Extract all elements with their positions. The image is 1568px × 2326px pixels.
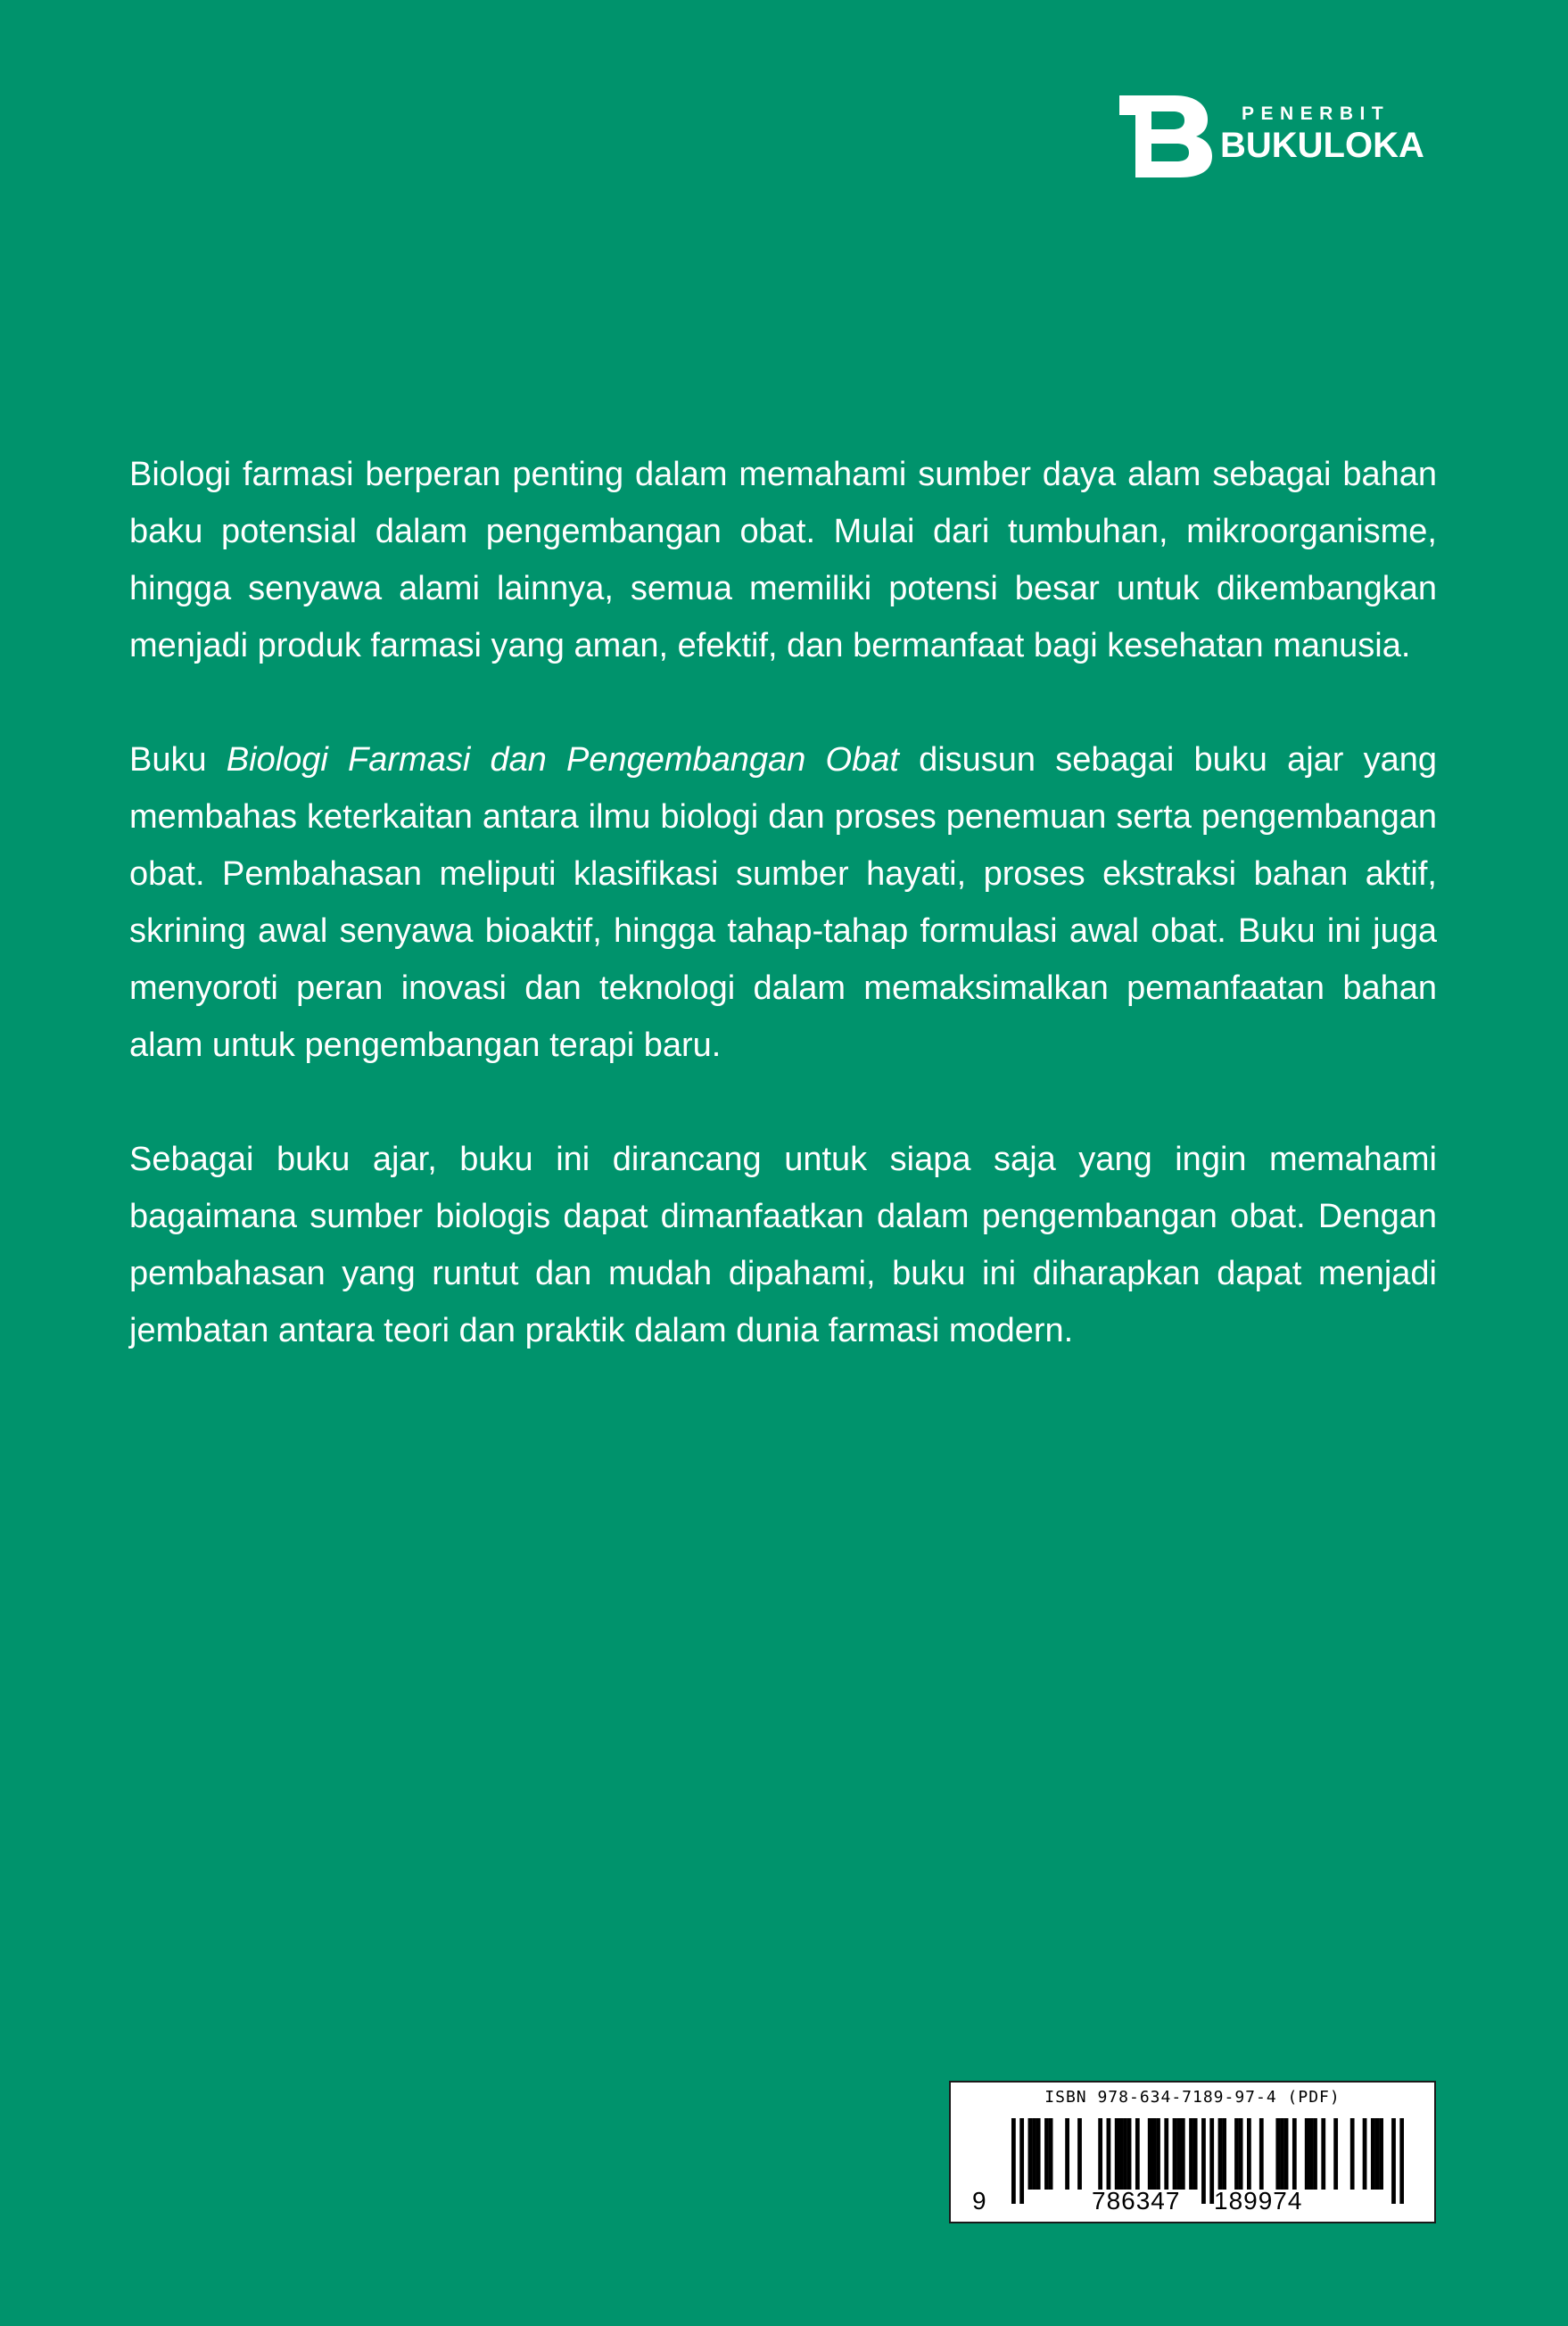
barcode-digits-right: 189974 — [1214, 2187, 1303, 2215]
barcode-bar — [1164, 2118, 1168, 2190]
barcode-bar — [1077, 2118, 1082, 2190]
barcode-bar — [1011, 2118, 1016, 2204]
isbn-barcode-box — [949, 2081, 1436, 2223]
barcode-bar — [1049, 2118, 1053, 2190]
publisher-name: BUKULOKA — [1220, 126, 1424, 165]
barcode-bar — [1135, 2118, 1140, 2190]
barcode-bar — [1115, 2118, 1119, 2190]
barcode-bar — [1333, 2118, 1338, 2190]
blurb-paragraph-3: Sebagai buku ajar, buku ini dirancang untuk siapa saja yang ingin memahami bagaimana sumber biologis dapat dimanfaatkan dalam pengembangan obat. Dengan pembahasan yang runtut dan mudah dipahami, buku ini diharapkan dapat menjadi jembatan antara teori dan praktik dalam dunia farmasi modern. — [129, 1141, 1437, 1349]
barcode-bar — [1098, 2118, 1102, 2190]
barcode-bar — [1148, 2118, 1152, 2190]
barcode-bar — [1065, 2118, 1069, 2190]
barcode-bar — [1193, 2118, 1198, 2190]
barcode-bar — [1280, 2118, 1284, 2190]
barcode-bar — [1321, 2118, 1325, 2190]
barcode — [1011, 2118, 1404, 2204]
barcode-bar — [1284, 2118, 1289, 2190]
barcode-bar — [1371, 2118, 1375, 2190]
barcode-bar — [1118, 2118, 1123, 2190]
barcode-bar — [1375, 2118, 1380, 2190]
barcode-bar — [1176, 2118, 1181, 2190]
barcode-bar — [1036, 2118, 1041, 2190]
barcode-bar — [1275, 2118, 1280, 2190]
barcode-bar — [1032, 2118, 1036, 2190]
barcode-bar — [1234, 2118, 1239, 2190]
barcode-bar — [1292, 2118, 1297, 2190]
book-title: Biologi Farmasi dan Pengembangan Obat — [226, 741, 899, 779]
barcode-bar — [1181, 2118, 1185, 2190]
barcode-bar — [1313, 2118, 1317, 2190]
barcode-bar — [1028, 2118, 1033, 2190]
isbn-label: ISBN 978-634-7189-97-4 (PDF) — [1044, 2088, 1341, 2107]
barcode-bar — [1391, 2118, 1396, 2204]
barcode-bar — [1173, 2118, 1177, 2190]
blurb-paragraph-2 — [129, 731, 1437, 1074]
barcode-bar — [1123, 2118, 1127, 2190]
barcode-bar — [1127, 2118, 1132, 2190]
b-letter-logo-icon — [1119, 95, 1214, 177]
barcode-bar — [1019, 2118, 1024, 2204]
barcode-bar — [1305, 2118, 1309, 2190]
barcode-bar — [1222, 2118, 1226, 2190]
publisher-logo — [1119, 94, 1440, 178]
barcode-bar — [1151, 2118, 1156, 2190]
blurb-text — [129, 446, 1437, 1359]
barcode-bar — [1107, 2118, 1111, 2190]
blurb-paragraph-1: Biologi farmasi berperan penting dalam memahami sumber daya alam sebagai bahan baku potensial dalam pengembangan obat. Mulai dari tumbuhan, mikroorganisme, hingga senyawa alami lainnya, semua memiliki potensi besar untuk dikembangkan menjadi produk farmasi yang aman, efektif, dan bermanfaat bagi kesehatan manusia. — [129, 456, 1437, 664]
barcode-bar — [1189, 2118, 1193, 2190]
barcode-bar — [1044, 2118, 1049, 2190]
barcode-bar — [1399, 2118, 1404, 2204]
barcode-bar — [1201, 2118, 1206, 2204]
barcode-bar — [1363, 2118, 1367, 2190]
barcode-bar — [1247, 2118, 1251, 2190]
blurb-p2-rest: disusun sebagai buku ajar yang membahas keterkaitan antara ilmu biologi dan proses penemuan serta pengembangan obat. Pembahasan meliputi klasifikasi sumber hayati, proses ekstraksi bahan aktif, skrining awal senyawa bioaktif, hingga tahap-tahap formulasi awal obat. Buku ini juga menyoroti peran inovasi dan teknologi dalam memaksimalkan pemanfaatan bahan alam untuk pengembangan terapi baru. — [129, 741, 1438, 1064]
blurb-p2-prefix: Buku — [129, 741, 227, 779]
barcode-bar — [1156, 2118, 1160, 2190]
barcode-bar — [1379, 2118, 1383, 2190]
publisher-label: PENERBIT — [1242, 103, 1391, 124]
barcode-bar — [1308, 2118, 1313, 2190]
barcode-digit-first: 9 — [972, 2187, 986, 2215]
barcode-bar — [1239, 2118, 1243, 2190]
barcode-bar — [1259, 2118, 1264, 2190]
barcode-bar — [1218, 2118, 1223, 2190]
barcode-digits-left: 786347 — [1092, 2187, 1181, 2215]
barcode-bar — [1350, 2118, 1355, 2190]
